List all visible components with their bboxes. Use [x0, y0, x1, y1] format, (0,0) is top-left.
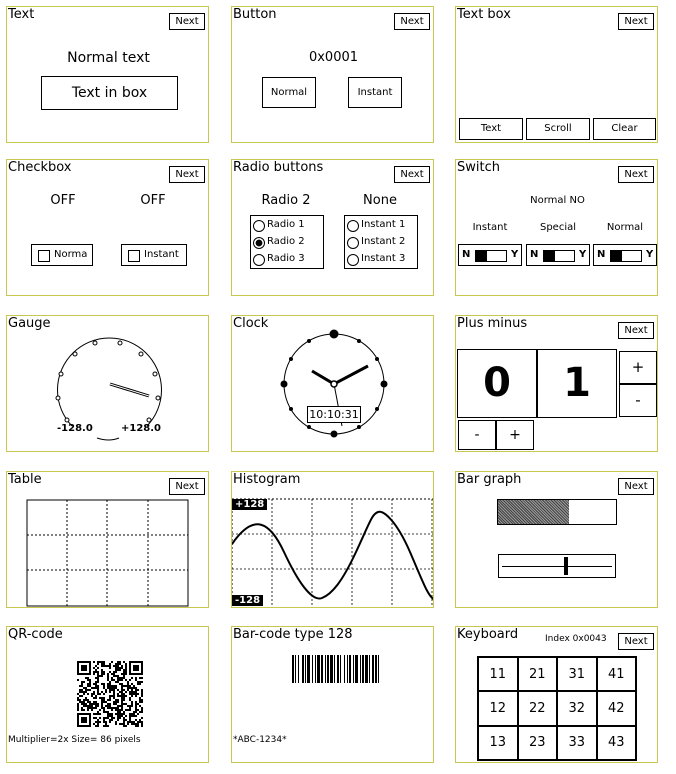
- histogram-panel: [231, 471, 434, 608]
- switch-label-instant: Instant: [472, 222, 508, 233]
- scroll-button[interactable]: Scroll: [526, 118, 590, 140]
- next-button[interactable]: Next: [618, 633, 654, 650]
- checkbox-label: Instant: [144, 249, 179, 260]
- next-button[interactable]: Next: [394, 13, 430, 30]
- switch-n-label: N: [597, 249, 606, 260]
- panel-title: QR-code: [8, 627, 63, 642]
- radio-circle: [253, 254, 265, 266]
- panel-title: Clock: [233, 316, 269, 331]
- switch-track: [475, 250, 507, 262]
- slider[interactable]: [498, 554, 616, 578]
- plus-button-2[interactable]: +: [496, 420, 534, 450]
- bar-graph: [497, 499, 617, 525]
- barcode: [292, 655, 392, 683]
- text-panel: [6, 6, 209, 143]
- radio-circle: [347, 220, 359, 232]
- key-button[interactable]: 12: [478, 691, 518, 725]
- radio-group-2: [344, 215, 418, 269]
- bar-fill: [498, 500, 569, 524]
- panel-title: Bar-code type 128: [233, 627, 353, 642]
- checkbox-square: [128, 250, 140, 262]
- switch-n-label: N: [462, 249, 471, 260]
- checkbox-state-2: OFF: [140, 193, 166, 208]
- slider-track: [502, 566, 612, 567]
- panel-title: Table: [8, 472, 42, 487]
- button-panel: [231, 6, 434, 143]
- radio-label: Radio 3: [267, 253, 305, 264]
- instant-button[interactable]: Instant: [348, 77, 402, 108]
- panel-title: Gauge: [8, 316, 51, 331]
- clock-hour-hand: [312, 371, 334, 384]
- radio-selected-2: None: [363, 193, 397, 208]
- keyboard-index: Index 0x0043: [545, 634, 607, 644]
- switch-track: [610, 250, 642, 262]
- clock-minute-hand: [334, 366, 368, 384]
- text-button[interactable]: Text: [459, 118, 523, 140]
- table-panel: [6, 471, 209, 608]
- textbox-panel: [455, 6, 658, 143]
- next-button[interactable]: Next: [618, 322, 654, 339]
- radio-label: Instant 2: [361, 236, 406, 247]
- button-value: 0x0001: [308, 50, 359, 65]
- clock-panel: [231, 315, 434, 452]
- radio-label: Radio 1: [267, 219, 305, 230]
- key-button[interactable]: 23: [518, 726, 558, 760]
- switch-label-normal: Normal: [606, 222, 644, 233]
- text-in-box: Text in box: [41, 76, 178, 110]
- radio-label: Instant 1: [361, 219, 406, 230]
- switch-y-label: Y: [646, 249, 654, 260]
- radio-panel: [231, 159, 434, 296]
- radio-selected-1: Radio 2: [261, 193, 311, 208]
- key-button[interactable]: 13: [478, 726, 518, 760]
- key-button[interactable]: 11: [478, 657, 518, 691]
- digit-box-1: 0: [457, 349, 537, 418]
- switch-panel: [455, 159, 658, 296]
- bargraph-panel: [455, 471, 658, 608]
- histogram-curve: [232, 512, 434, 600]
- minus-button-2[interactable]: -: [458, 420, 496, 450]
- gauge-max-label: +128.0: [121, 423, 162, 434]
- slider-thumb[interactable]: [564, 557, 568, 575]
- key-button[interactable]: 43: [597, 726, 637, 760]
- panel-title: Text box: [457, 7, 511, 22]
- clear-button[interactable]: Clear: [593, 118, 656, 140]
- key-button[interactable]: 21: [518, 657, 558, 691]
- gauge-panel: [6, 315, 209, 452]
- switch-normal[interactable]: [593, 244, 657, 266]
- key-button[interactable]: 41: [597, 657, 637, 691]
- next-button[interactable]: Next: [169, 166, 205, 183]
- radio-circle-selected: [253, 237, 265, 249]
- key-button[interactable]: 31: [557, 657, 597, 691]
- panel-title: Keyboard: [457, 627, 519, 642]
- panel-title: Histogram: [233, 472, 301, 487]
- qr-caption: Multiplier=2x Size= 86 pixels: [8, 735, 141, 745]
- checkbox-label: Norma: [54, 249, 88, 260]
- clock-time: 10:10:31: [307, 406, 361, 423]
- checkbox-panel: [6, 159, 209, 296]
- switch-special[interactable]: [526, 244, 590, 266]
- panel-title: Switch: [457, 160, 500, 175]
- panel-title: Plus minus: [457, 316, 528, 331]
- barcode-caption: *ABC-1234*: [233, 735, 287, 745]
- key-button[interactable]: 32: [557, 691, 597, 725]
- next-button[interactable]: Next: [394, 166, 430, 183]
- table-grid: [7, 472, 209, 608]
- checkbox-state-1: OFF: [50, 193, 76, 208]
- radio-label: Instant 3: [361, 253, 406, 264]
- qrcode-panel: [6, 626, 209, 763]
- key-button[interactable]: 42: [597, 691, 637, 725]
- switch-track: [543, 250, 575, 262]
- panel-title: Radio buttons: [233, 160, 324, 175]
- panel-title: Button: [233, 7, 277, 22]
- clock-face: [232, 316, 434, 452]
- radio-circle: [347, 254, 359, 266]
- histogram-plot: [232, 472, 434, 608]
- panel-title: Checkbox: [8, 160, 72, 175]
- keyboard-panel: [455, 626, 658, 763]
- radio-circle: [347, 237, 359, 249]
- radio-circle: [253, 220, 265, 232]
- qr-code: [77, 661, 143, 727]
- histogram-bottom-label: -128: [232, 595, 263, 606]
- panel-title: Bar graph: [457, 472, 522, 487]
- keypad: [477, 656, 637, 761]
- plus-button[interactable]: +: [619, 351, 657, 384]
- checkbox-square: [38, 250, 50, 262]
- panel-title: Text: [8, 7, 35, 22]
- switch-y-label: Y: [579, 249, 587, 260]
- next-button[interactable]: Next: [618, 478, 654, 495]
- next-button[interactable]: Next: [169, 13, 205, 30]
- switch-state: Normal NO: [530, 195, 585, 206]
- normal-button[interactable]: Normal: [262, 77, 316, 108]
- digit-box-2: 1: [537, 349, 617, 418]
- switch-instant[interactable]: [458, 244, 522, 266]
- next-button[interactable]: Next: [618, 13, 654, 30]
- barcode-panel: [231, 626, 434, 763]
- normal-text-label: Normal text: [67, 50, 150, 66]
- checkbox-instant[interactable]: [121, 244, 187, 266]
- gauge-min-label: -128.0: [57, 423, 93, 434]
- gauge-dial: [7, 316, 209, 452]
- switch-n-label: N: [530, 249, 539, 260]
- radio-label: Radio 2: [267, 236, 305, 247]
- next-button[interactable]: Next: [169, 478, 205, 495]
- histogram-top-label: +128: [232, 499, 267, 510]
- switch-y-label: Y: [511, 249, 519, 260]
- minus-button[interactable]: -: [619, 384, 657, 417]
- plusminus-panel: [455, 315, 658, 452]
- next-button[interactable]: Next: [618, 166, 654, 183]
- key-button[interactable]: 22: [518, 691, 558, 725]
- checkbox-normal[interactable]: [31, 244, 93, 266]
- switch-label-special: Special: [539, 222, 577, 233]
- key-button[interactable]: 33: [557, 726, 597, 760]
- radio-group-1: [250, 215, 324, 269]
